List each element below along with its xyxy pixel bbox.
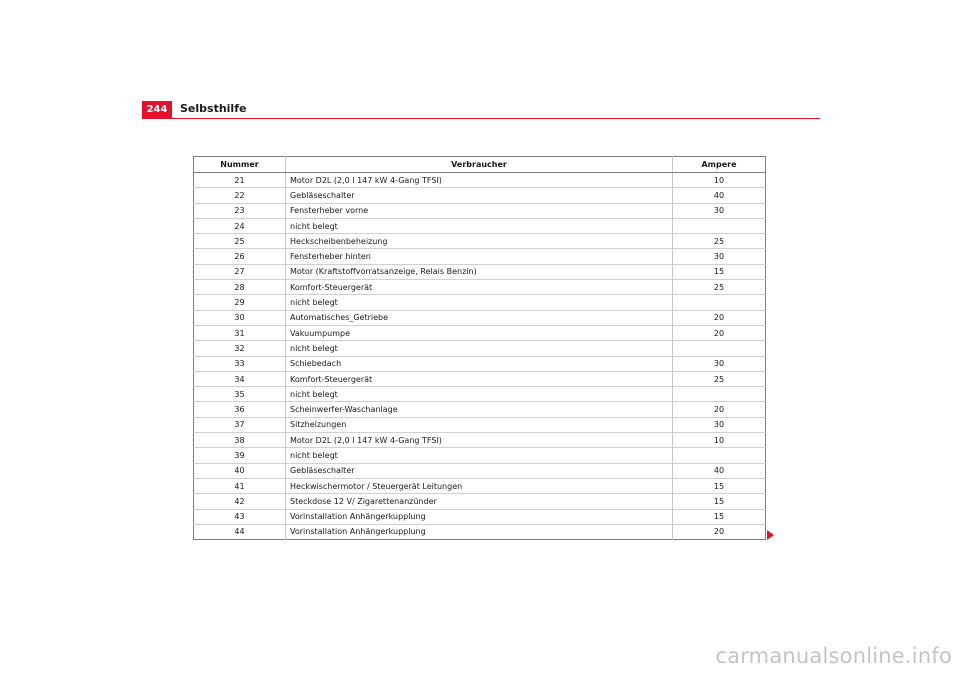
fuse-ampere	[673, 218, 766, 233]
table-row	[194, 356, 766, 371]
fuse-ampere: 10	[673, 173, 766, 188]
table-row	[194, 188, 766, 203]
table-row	[194, 371, 766, 386]
fuse-number: 43	[194, 509, 286, 524]
fuse-consumer: Sitzheizungen	[286, 417, 673, 432]
fuse-number: 41	[194, 478, 286, 493]
fuse-table	[193, 156, 766, 540]
table-row	[194, 310, 766, 325]
fuse-consumer: nicht belegt	[286, 341, 673, 356]
fuse-ampere	[673, 341, 766, 356]
section-title: Selbsthilfe	[180, 102, 247, 115]
fuse-consumer: Fensterheber hinten	[286, 249, 673, 264]
fuse-consumer: Vorinstallation Anhängerkupplung	[286, 509, 673, 524]
fuse-number: 34	[194, 371, 286, 386]
table-row	[194, 463, 766, 478]
fuse-consumer: Vakuumpumpe	[286, 325, 673, 340]
fuse-ampere: 20	[673, 402, 766, 417]
table-body	[194, 173, 766, 540]
fuse-number: 23	[194, 203, 286, 218]
fuse-number: 29	[194, 295, 286, 310]
fuse-consumer: Komfort-Steuergerät	[286, 280, 673, 295]
fuse-ampere: 25	[673, 280, 766, 295]
fuse-ampere	[673, 387, 766, 402]
fuse-number: 31	[194, 325, 286, 340]
table-row	[194, 448, 766, 463]
fuse-consumer: Heckscheibenbeheizung	[286, 234, 673, 249]
table-row	[194, 494, 766, 509]
table-row	[194, 295, 766, 310]
fuse-consumer: nicht belegt	[286, 295, 673, 310]
table-row	[194, 234, 766, 249]
fuse-consumer: Schiebedach	[286, 356, 673, 371]
fuse-consumer: Motor (Kraftstoffvorratsanzeige, Relais Benzin)	[286, 264, 673, 279]
table-row	[194, 280, 766, 295]
fuse-consumer: Heckwischermotor / Steuergerät Leitungen	[286, 478, 673, 493]
table-row	[194, 387, 766, 402]
fuse-consumer: nicht belegt	[286, 218, 673, 233]
fuse-number: 33	[194, 356, 286, 371]
page-number-badge	[142, 101, 172, 118]
fuse-number: 42	[194, 494, 286, 509]
fuse-consumer: Automatisches_Getriebe	[286, 310, 673, 325]
fuse-ampere: 20	[673, 310, 766, 325]
fuse-number: 21	[234, 175, 245, 185]
fuse-ampere	[673, 448, 766, 463]
fuse-consumer: Vorinstallation Anhängerkupplung	[286, 524, 673, 539]
table-row	[194, 249, 766, 264]
table-row	[194, 509, 766, 524]
fuse-ampere: 30	[673, 249, 766, 264]
column-header-verbraucher: Verbraucher	[286, 157, 673, 173]
watermark: carmanualsonline.info	[715, 644, 952, 668]
fuse-number: 24	[194, 218, 286, 233]
fuse-ampere: 15	[673, 264, 766, 279]
fuse-number: 44	[194, 524, 286, 539]
fuse-consumer: Scheinwerfer-Waschanlage	[286, 402, 673, 417]
table-row	[194, 203, 766, 218]
fuse-ampere: 25	[673, 234, 766, 249]
fuse-consumer: Gebläseschalter	[286, 463, 673, 478]
table-header-row	[194, 157, 766, 173]
table-row	[194, 478, 766, 493]
fuse-ampere	[673, 295, 766, 310]
fuse-consumer: Gebläseschalter	[286, 188, 673, 203]
table-row	[194, 524, 766, 539]
fuse-ampere: 30	[673, 356, 766, 371]
table-row	[194, 417, 766, 432]
fuse-number: 30	[194, 310, 286, 325]
fuse-number: 26	[194, 249, 286, 264]
table-row	[194, 341, 766, 356]
table-row	[194, 218, 766, 233]
fuse-ampere: 15	[673, 494, 766, 509]
fuse-number: 32	[194, 341, 286, 356]
fuse-number: 28	[194, 280, 286, 295]
fuse-number: 37	[194, 417, 286, 432]
fuse-consumer: Motor D2L (2,0 l 147 kW 4-Gang TFSI)	[286, 173, 673, 188]
fuse-consumer: Steckdose 12 V/ Zigarettenanzünder	[286, 494, 673, 509]
fuse-consumer: Fensterheber vorne	[286, 203, 673, 218]
fuse-ampere: 30	[673, 417, 766, 432]
table-row	[194, 173, 766, 188]
column-header-nummer: Nummer	[194, 157, 286, 173]
fuse-ampere: 30	[673, 203, 766, 218]
fuse-ampere: 25	[673, 371, 766, 386]
fuse-number: 36	[194, 402, 286, 417]
fuse-number: 27	[194, 264, 286, 279]
fuse-number: 25	[194, 234, 286, 249]
table-row	[194, 402, 766, 417]
fuse-number: 38	[194, 433, 286, 448]
fuse-consumer: Komfort-Steuergerät	[286, 371, 673, 386]
page-number: 244	[146, 104, 168, 115]
fuse-ampere: 40	[673, 188, 766, 203]
table-row	[194, 325, 766, 340]
fuse-consumer: nicht belegt	[286, 448, 673, 463]
fuse-number: 39	[194, 448, 286, 463]
next-page-arrow-icon[interactable]	[767, 530, 774, 540]
fuse-consumer: Motor D2L (2,0 l 147 kW 4-Gang TFSI)	[286, 433, 673, 448]
fuse-number: 40	[194, 463, 286, 478]
fuse-ampere: 40	[673, 463, 766, 478]
fuse-ampere: 10	[673, 433, 766, 448]
fuse-number: 35	[194, 387, 286, 402]
fuse-ampere: 15	[673, 478, 766, 493]
fuse-ampere: 20	[673, 524, 766, 539]
fuse-ampere: 15	[673, 509, 766, 524]
fuse-consumer: nicht belegt	[286, 387, 673, 402]
table-row	[194, 433, 766, 448]
column-header-ampere: Ampere	[673, 157, 766, 173]
fuse-ampere: 20	[673, 325, 766, 340]
table-row	[194, 264, 766, 279]
fuse-number: 22	[194, 188, 286, 203]
header-rule	[142, 118, 820, 119]
